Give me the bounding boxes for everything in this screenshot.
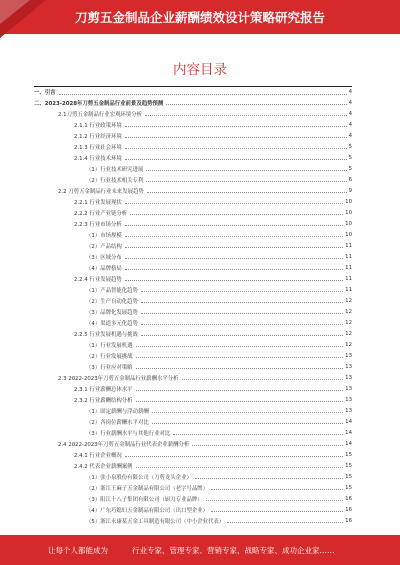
toc-entry-title: 2.1.4 行业技术环境 [34,154,123,162]
toc-leader-dots [141,313,343,314]
toc-entry-page: 5 [348,154,352,161]
toc-leader-dots [125,269,343,270]
toc-leader-dots [125,225,343,226]
toc-entry-page: 5 [348,143,352,150]
toc-entry-page: 6 [348,176,352,183]
footer-slogan-left: 让每个人都能成为 [48,546,108,555]
toc-leader-dots [125,258,343,259]
toc-leader-dots [59,94,347,95]
header-title: 刀剪五金制品企业薪酬绩效设计策略研究报告 [74,10,325,25]
footer-slogan-right: 行业专家、管理专家、营销专家、战略专家、成功企业家…… [132,546,335,555]
toc-entry[interactable] [34,515,352,526]
toc-entry-page: 4 [348,121,352,128]
toc-leader-dots [147,192,347,193]
toc-entry-page: 16 [345,506,352,513]
toc-entry[interactable] [34,119,352,130]
toc-leader-dots [136,467,344,468]
toc-entry-page: 4 [348,132,352,139]
toc-leader-dots [145,115,347,116]
toc-entry-title: （1）张小泉股份有限公司（刀剪龙头企业） [34,473,193,481]
toc-leader-dots [136,390,344,391]
toc-entry-page: 11 [345,286,352,293]
toc-entry-title: （1）产品智能化趋势 [34,286,139,294]
toc-entry-title: （3）品牌化发展趋势 [34,308,139,316]
toc-entry[interactable] [34,130,352,141]
toc-entry-title: 2.2.2 行业产业链分析 [34,209,128,217]
toc-entry-page: 4 [348,110,352,117]
toc-entry-page: 14 [345,418,352,425]
toc-leader-dots [141,302,343,303]
toc-entry-title: （3）区域分布 [34,253,123,261]
toc-entry-title: 2.4.1 行业企业概况 [34,451,123,459]
toc-entry[interactable] [34,350,352,361]
toc-entry-page: 15 [345,484,352,491]
toc-leader-dots [141,291,343,292]
toc-entry[interactable] [34,427,352,438]
toc-leader-dots [141,335,343,336]
toc-entry-title: 2.3.1 行业薪酬总体水平 [34,385,134,393]
toc-entry[interactable] [34,394,352,405]
toc-entry-title: （2）生产自动化趋势 [34,297,139,305]
toc-entry-page: 11 [345,264,352,271]
toc-leader-dots [152,412,343,413]
toc-leader-dots [211,489,343,490]
toc-leader-dots [141,324,343,325]
toc-entry-title: （3）行业薪酬水平与其他行业对比 [34,429,171,437]
toc-entry-title: （2）产品结构 [34,242,123,250]
toc-entry-page: 12 [345,330,352,337]
toc-entry[interactable] [34,86,352,97]
toc-entry-title: （2）各岗位薪酬水平对比 [34,418,150,426]
toc-entry-title: 2.2.1 行业发展现状 [34,198,123,206]
toc-entry[interactable] [34,372,352,383]
toc-leader-dots [146,181,346,182]
toc-entry-page: 12 [345,319,352,326]
toc-entry-page: 12 [345,308,352,315]
toc-entry-title: （3）阳江十八子集团有限公司（厨刀专业品牌） [34,495,204,503]
toc-leader-dots [125,203,343,204]
toc-entry[interactable] [34,207,352,218]
toc-entry[interactable] [34,460,352,471]
table-of-contents [34,86,352,526]
toc-entry[interactable] [34,317,352,328]
toc-entry-page: 13 [345,352,352,359]
toc-leader-dots [125,137,347,138]
toc-entry[interactable] [34,262,352,273]
toc-entry[interactable] [34,383,352,394]
toc-entry-page: 10 [345,209,352,216]
toc-entry-title: 2.1.1 行业政策环境 [34,121,123,129]
toc-entry[interactable] [34,284,352,295]
toc-entry-title: （1）市场规模 [34,231,123,239]
toc-entry[interactable] [34,97,352,108]
toc-entry-title: （5）浙江永康某五金工具制造有限公司（中小企业代表） [34,517,225,525]
toc-entry-page: 11 [345,275,352,282]
toc-entry-page: 5 [348,165,352,172]
toc-leader-dots [125,456,343,457]
toc-entry-page: 15 [345,451,352,458]
toc-leader-dots [136,346,344,347]
toc-entry-page: 15 [345,462,352,469]
toc-entry-title: 2.2.3 行业市场分析 [34,220,123,228]
toc-entry-title: 2.4.2 代表企业薪酬案例 [34,462,134,470]
toc-entry[interactable] [34,339,352,350]
toc-leader-dots [125,280,343,281]
toc-entry-title: 2.2 刀剪五金制品行业未来发展趋势 [34,187,145,195]
toc-entry-page: 11 [345,253,352,260]
toc-leader-dots [152,423,343,424]
toc-entry[interactable] [34,295,352,306]
toc-entry-title: （2）浙江王麻子五金制品有限公司（老字号品牌） [34,484,209,492]
toc-entry[interactable] [34,449,352,460]
toc-leader-dots [125,247,343,248]
toc-entry-page: 13 [345,407,352,414]
toc-entry-page: 10 [345,231,352,238]
toc-entry[interactable] [34,185,352,196]
toc-entry-title: （3）行业应对策略 [34,363,134,371]
toc-leader-dots [136,357,344,358]
toc-entry[interactable] [34,174,352,185]
toc-entry-title: 2.2.5 行业发展机遇与挑战 [34,330,139,338]
toc-entry[interactable] [34,273,352,284]
toc-entry-page: 13 [345,363,352,370]
toc-entry[interactable] [34,504,352,515]
toc-entry-title: 2.1刀剪五金制品行业宏观环境分析 [34,110,143,118]
toc-entry-title: （4）广东巧媳妇五金制品有限公司（出口型企业） [34,506,209,514]
toc-entry-page: 16 [345,517,352,524]
toc-leader-dots [192,445,343,446]
toc-entry-page: 9 [348,187,352,194]
toc-entry-title: （1）行业技术研究进展 [34,165,144,173]
toc-leader-dots [130,214,343,215]
toc-entry-title: （4）品牌格局 [34,264,123,272]
toc-entry-page: 10 [345,198,352,205]
toc-leader-dots [166,104,346,105]
toc-entry[interactable] [34,163,352,174]
toc-entry-title: 2.2.4 行业发展趋势 [34,275,123,283]
toc-entry[interactable] [34,328,352,339]
toc-leader-dots [173,434,343,435]
toc-entry-page: 13 [345,396,352,403]
toc-entry[interactable] [34,240,352,251]
toc-leader-dots [136,401,344,402]
toc-entry[interactable] [34,218,352,229]
toc-entry-page: 11 [345,242,352,249]
toc-entry[interactable] [34,306,352,317]
toc-entry-page: 12 [345,341,352,348]
toc-entry[interactable] [34,251,352,262]
toc-entry-title: 一、引言 [34,90,56,96]
toc-entry[interactable] [34,482,352,493]
toc-entry-title: 二、2023-2028年刀剪五金制品行业前景及趋势预测 [34,100,164,107]
toc-leader-dots [227,522,343,523]
toc-leader-dots [125,126,347,127]
toc-entry[interactable] [34,141,352,152]
toc-entry[interactable] [34,405,352,416]
toc-entry-page: 14 [345,440,352,447]
toc-leader-dots [136,368,344,369]
toc-entry-page: 13 [345,374,352,381]
toc-entry[interactable] [34,438,352,449]
toc-entry-title: 2.4 2022-2023年刀剪五金制品行业代表企业薪酬分析 [34,440,190,448]
toc-entry-title: （2）行业技术相关专利 [34,176,144,184]
toc-entry[interactable] [34,196,352,207]
toc-entry-page: 13 [345,385,352,392]
toc-entry-page: 16 [345,495,352,502]
toc-leader-dots [211,511,343,512]
toc-entry-page: 14 [345,429,352,436]
toc-entry-title: （1）固定薪酬与浮动薪酬 [34,407,150,415]
toc-entry-page: 15 [345,473,352,480]
toc-leader-dots [125,236,343,237]
toc-entry-page: 10 [345,220,352,227]
toc-entry[interactable] [34,493,352,504]
toc-title: 内容目录 [173,62,227,78]
toc-leader-dots [125,159,347,160]
toc-entry[interactable] [34,108,352,119]
toc-leader-dots [206,500,344,501]
page-footer [0,535,400,565]
toc-entry[interactable] [34,471,352,482]
toc-leader-dots [182,379,344,380]
toc-leader-dots [125,148,347,149]
toc-leader-dots [146,170,346,171]
toc-leader-dots [195,478,343,479]
toc-entry[interactable] [34,416,352,427]
toc-entry-title: 2.3 2022-2023年刀剪五金制品行业薪酬水平分析 [34,374,180,382]
page-header [0,0,400,34]
toc-entry-title: 2.1.2 行业经济环境 [34,132,123,140]
toc-entry-title: （1）行业发展机遇 [34,341,134,349]
toc-entry-title: （2）行业发展挑战 [34,352,134,360]
toc-entry[interactable] [34,152,352,163]
toc-entry-title: （4）渠道多元化趋势 [34,319,139,327]
toc-entry-page: 4 [348,89,352,95]
toc-entry[interactable] [34,229,352,240]
toc-entry[interactable] [34,361,352,372]
toc-entry-page: 12 [345,297,352,304]
toc-entry-page: 4 [348,99,352,106]
toc-entry-title: 2.1.3 行业社会环境 [34,143,123,151]
toc-entry-title: 2.3.2 行业薪酬结构分析 [34,396,134,404]
